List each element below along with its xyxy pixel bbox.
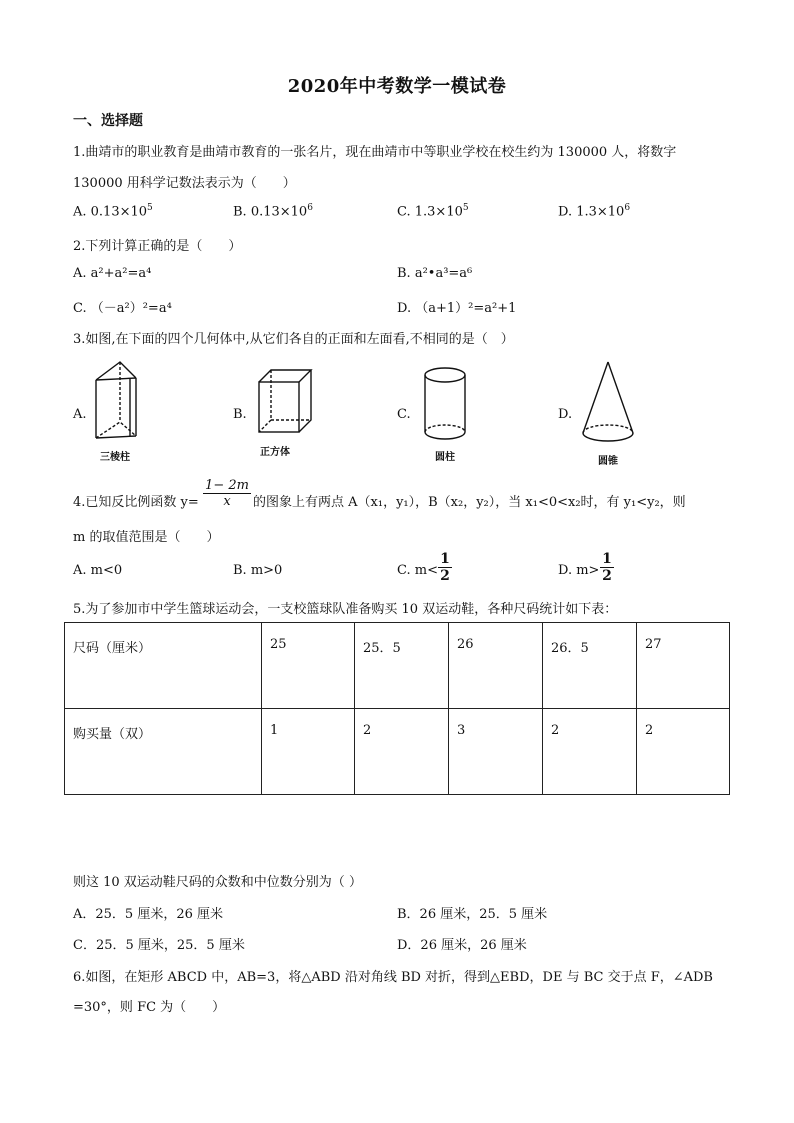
- table-cell: 2: [637, 709, 730, 795]
- q5-stem: 5.为了参加市中学生篮球运动会，一支校篮球队准备购买 10 双运动鞋，各种尺码统计如下表：: [73, 602, 618, 617]
- q4-option-d-fraction: [600, 551, 614, 584]
- q4-option-c: C. m<: [397, 563, 438, 578]
- q2-option-a: A. a²+a²=a⁴: [73, 266, 152, 281]
- q6-stem-line2: =30°，则 FC 为（ ）: [73, 1000, 226, 1015]
- table-cell: 1: [262, 709, 355, 795]
- shoe-size-table: [64, 622, 730, 795]
- q4-fraction-denominator: x: [223, 494, 231, 509]
- table-cell: 3: [449, 709, 543, 795]
- q4-fraction-numerator: 1− 2m: [203, 478, 251, 494]
- table-cell: 2: [355, 709, 449, 795]
- table-cell: 25: [262, 623, 355, 709]
- q2-option-b: B. a²•a³=a⁶: [397, 266, 473, 281]
- q2-option-d: D. （a+1）²=a²+1: [397, 301, 517, 316]
- q4-stem-pre: 4.已知反比例函数 y=: [73, 495, 199, 510]
- q1-stem-line2: 130000 用科学记数法表示为（ ）: [73, 176, 296, 191]
- q5-option-d: D．26 厘米，26 厘米: [397, 938, 527, 953]
- q1-stem-line1: 1.曲靖市的职业教育是曲靖市教育的一张名片，现在曲靖市中等职业学校在校生约为 130000 人，将数字: [73, 145, 677, 160]
- q5-option-c: C．25．5 厘米，25．5 厘米: [73, 938, 245, 953]
- q4-fraction: [203, 478, 251, 509]
- q6-stem-line1: 6.如图，在矩形 ABCD 中，AB=3，将△ABD 沿对角线 BD 对折，得到△EBD，DE 与 BC 交于点 F，∠ADB: [73, 970, 713, 985]
- table-cell: 26: [449, 623, 543, 709]
- table-cell: 26．5: [543, 623, 637, 709]
- cylinder-figure: [420, 366, 470, 442]
- q4-c-half-den: 2: [440, 568, 450, 584]
- cube-figure: [255, 366, 315, 436]
- q3-caption-c: 圆柱: [435, 452, 455, 463]
- section-heading: 一、选择题: [73, 113, 143, 129]
- table-cell: 购买量（双）: [65, 709, 262, 795]
- table-cell: 尺码（厘米）: [65, 623, 262, 709]
- table-row: [65, 623, 730, 709]
- q4-stem-post: 的图象上有两点 A（x₁，y₁），B（x₂，y₂），当 x₁<0<x₂时，有 y₁<y₂，则: [253, 495, 686, 510]
- q4-option-d: D. m>: [558, 563, 600, 578]
- q3-option-b-label: B.: [233, 407, 247, 422]
- q3-caption-d: 圆锥: [598, 456, 618, 467]
- q1-option-c: C. $1.3\times 10^5$: [397, 203, 469, 220]
- q3-option-c-label: C.: [397, 407, 411, 422]
- q3-caption-a: 三棱柱: [100, 452, 130, 463]
- q4-d-half-num: 1: [600, 551, 614, 568]
- triangular-prism-figure: [90, 360, 150, 440]
- q5-option-b: B．26 厘米，25．5 厘米: [397, 907, 548, 922]
- q4-d-half-den: 2: [602, 568, 612, 584]
- q4-option-a: A. m<0: [73, 563, 123, 578]
- page-title: 2020年中考数学一模试卷: [287, 76, 507, 97]
- q4-option-b: B. m>0: [233, 563, 283, 578]
- q3-caption-b: 正方体: [260, 447, 290, 458]
- q1-option-d: D. $1.3\times 10^6$: [558, 203, 631, 220]
- q3-option-a-label: A.: [73, 407, 87, 422]
- q3-option-d-label: D.: [558, 407, 573, 422]
- table-cell: 25．5: [355, 623, 449, 709]
- q1-option-b: B. $0.13\times 10^6$: [233, 203, 313, 220]
- q5-question: 则这 10 双运动鞋尺码的众数和中位数分别为（ ）: [73, 875, 362, 890]
- q1-option-a: A. $0.13\times 10^5$: [73, 203, 153, 220]
- table-cell: 27: [637, 623, 730, 709]
- q2-option-c: C. （－a²）²=a⁴: [73, 301, 172, 316]
- q4-option-c-fraction: [438, 551, 452, 584]
- table-cell: 2: [543, 709, 637, 795]
- q2-stem: 2.下列计算正确的是（ ）: [73, 239, 242, 254]
- q3-stem: 3.如图,在下面的四个几何体中,从它们各自的正面和左面看,不相同的是（ ）: [73, 332, 514, 347]
- q4-stem-line2: m 的取值范围是（ ）: [73, 530, 220, 545]
- table-row: [65, 709, 730, 795]
- cone-figure: [580, 360, 636, 446]
- q4-c-half-num: 1: [438, 551, 452, 568]
- q5-option-a: A．25．5 厘米，26 厘米: [73, 907, 224, 922]
